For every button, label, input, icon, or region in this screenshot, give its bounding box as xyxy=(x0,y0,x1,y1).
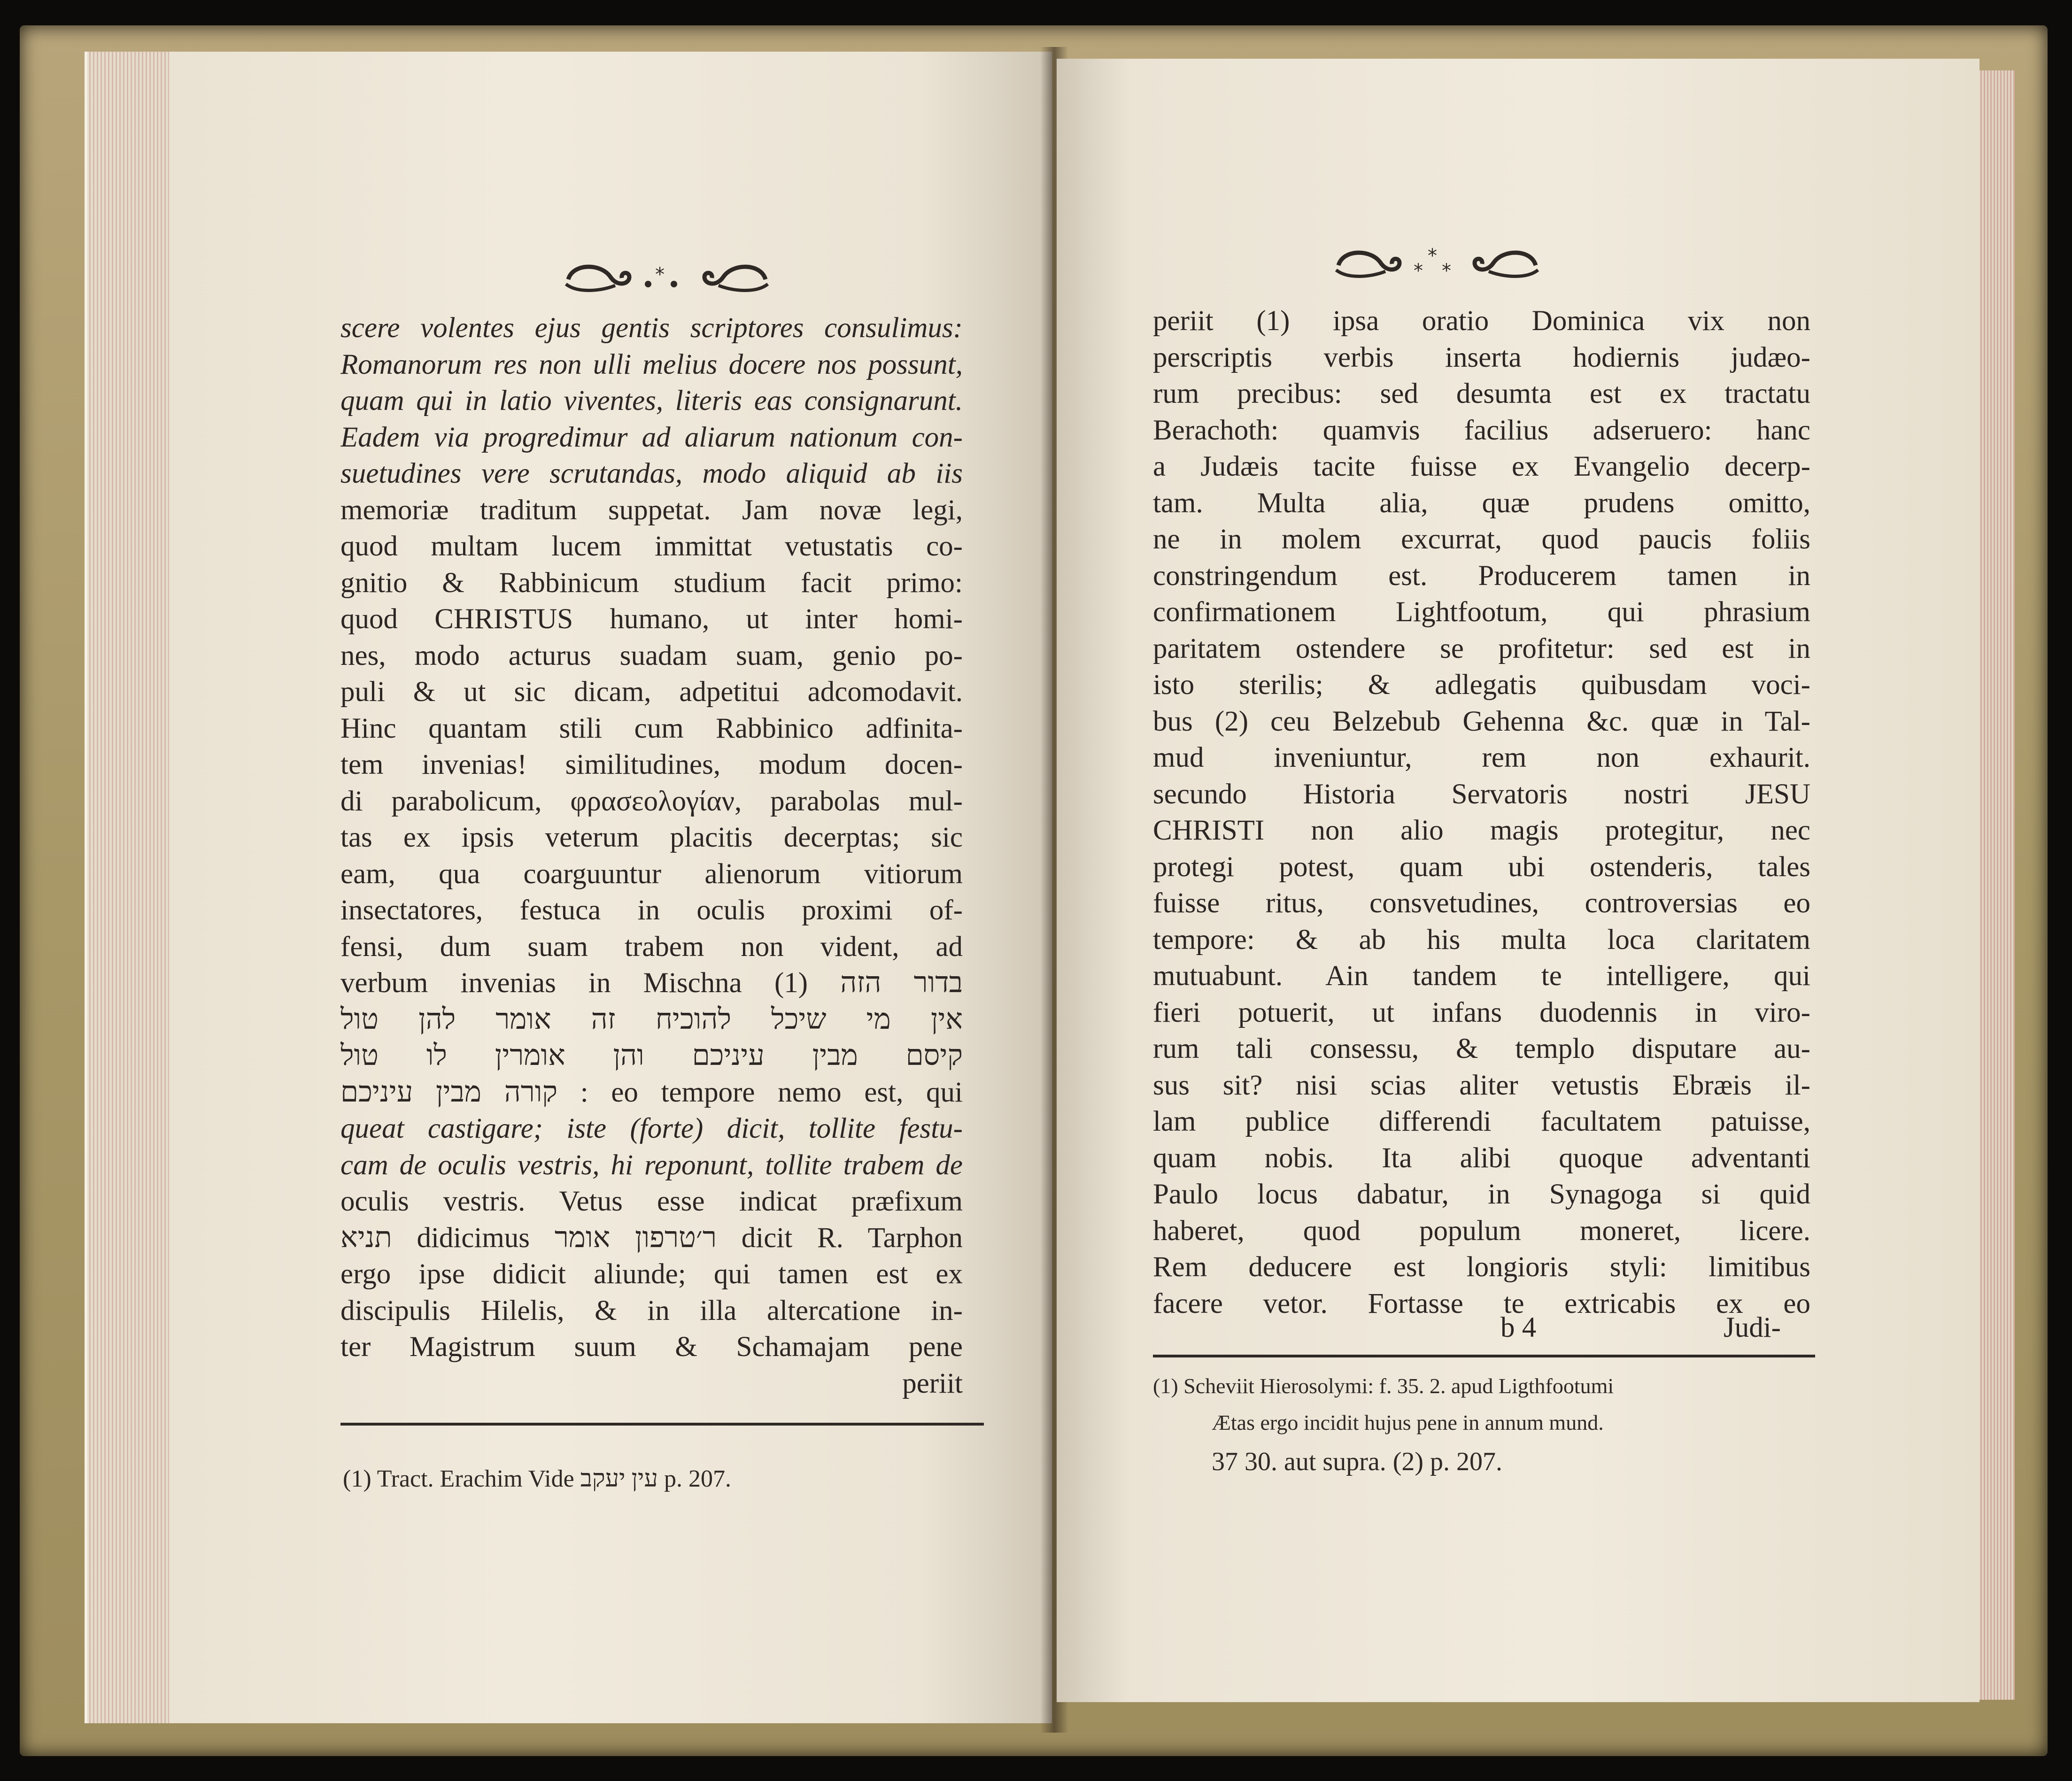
text-line: isto sterilis; & adlegatis quibusdam voci- xyxy=(1153,669,1810,701)
text-line: ter Magistrum suum & Schamajam pene xyxy=(340,1331,963,1363)
text-line: fieri potuerit, ut infans duodennis in viro- xyxy=(1153,996,1810,1028)
hebrew-text-line: קיסם מבין עיניכם והן אומרין לו טול xyxy=(340,1040,963,1072)
svg-text:*: * xyxy=(1442,260,1451,282)
text-line: tas ex ipsis veterum placitis decerptas; sic xyxy=(340,822,963,853)
text-line: periit (1) ipsa oratio Dominica vix non xyxy=(1153,305,1810,337)
text-line: quod CHRISTUS humano, ut inter homi- xyxy=(340,603,963,635)
text-line: verbum invenias in Mischna (1) בדור הזה xyxy=(340,967,963,999)
text-line: suetudines vere scrutandas, modo aliquid ab iis xyxy=(340,458,963,489)
text-line: lam publice differendi facultatem patuisse, xyxy=(1153,1106,1810,1137)
right-page-text xyxy=(1153,303,1810,1322)
footnote-rule xyxy=(1153,1355,1815,1357)
text-line: sus sit? nisi scias aliter vetustis Ebræis il- xyxy=(1153,1069,1810,1101)
left-page xyxy=(169,52,1052,1723)
catchword-line: periit xyxy=(902,1367,963,1399)
text-line: Romanorum res non ulli melius docere nos possunt, xyxy=(340,348,963,380)
text-line: quam nobis. Ita alibi quoque adventanti xyxy=(1153,1142,1810,1174)
text-line: oculis vestris. Vetus esse indicat præfixum xyxy=(340,1186,963,1217)
text-line: nes, modo acturus suadam suam, genio po- xyxy=(340,640,963,671)
text-line: rum tali consessu, & templo disputare au- xyxy=(1153,1033,1810,1064)
footnote-line: Ætas ergo incidit hujus pene in annum mund. xyxy=(1212,1411,1604,1434)
headpiece-ornament-icon xyxy=(559,258,775,301)
text-line: eam, qua coarguuntur alienorum vitiorum xyxy=(340,858,963,890)
hebrew-text-line: אין מי שיכל להוכיח זה אומר להן טול xyxy=(340,1003,963,1035)
text-line: gnitio & Rabbinicum studium facit primo: xyxy=(340,567,963,599)
text-line: scere volentes ejus gentis scriptores consulimus: xyxy=(340,312,963,344)
svg-text:*: * xyxy=(1428,245,1437,267)
text-line: quam qui in latio viventes, literis eas consignarunt. xyxy=(340,385,963,416)
text-line: fuisse ritus, consvetudines, controversias eo xyxy=(1153,887,1810,919)
text-line: תניא didicimus ר׳טרפון אומר dicit R. Tarphon xyxy=(340,1222,963,1254)
footnote-line: (1) Scheviit Hierosolymi: f. 35. 2. apud Ligthfootumi xyxy=(1153,1374,1614,1398)
text-line: confirmationem Lightfootum, qui phrasium xyxy=(1153,596,1810,628)
footnote-rule xyxy=(340,1423,984,1426)
text-line: secundo Historia Servatoris nostri JESU xyxy=(1153,778,1810,810)
headpiece-ornament-icon xyxy=(1329,244,1545,286)
text-line: constringendum est. Producerem tamen in xyxy=(1153,560,1810,592)
text-line: Rem deducere est longioris styli: limitibus xyxy=(1153,1251,1810,1283)
text-line: fensi, dum suam trabem non vident, ad xyxy=(340,931,963,963)
catchword: Judi- xyxy=(1724,1312,1781,1343)
text-line: Hinc quantam stili cum Rabbinico adfinita- xyxy=(340,712,963,744)
text-line: insectatores, festuca in oculis proximi of- xyxy=(340,894,963,926)
text-line: ne in molem excurrat, quod paucis foliis xyxy=(1153,524,1810,555)
svg-text:*: * xyxy=(655,264,665,285)
text-line: Paulo locus dabatur, in Synagoga si quid xyxy=(1153,1179,1810,1210)
text-line: memoriæ traditum suppetat. Jam novæ legi, xyxy=(340,494,963,526)
text-line: קורה מבין עיניכם : eo tempore nemo est, qui xyxy=(340,1076,963,1108)
page-edges-left xyxy=(85,52,181,1723)
text-line: discipulis Hilelis, & in illa altercatione in- xyxy=(340,1295,963,1326)
text-line: facere vetor. Fortasse te extricabis ex eo xyxy=(1153,1288,1810,1319)
signature-mark: b 4 xyxy=(1500,1312,1537,1343)
text-line: tem invenias! similitudines, modum docen- xyxy=(340,749,963,780)
text-line: a Judæis tacite fuisse ex Evangelio decerp- xyxy=(1153,451,1810,482)
text-line: di parabolicum, φρασεολογίαν, parabolas mul- xyxy=(340,785,963,817)
left-page-text xyxy=(340,310,963,1402)
text-line: queat castigare; iste (forte) dicit, tollite festu- xyxy=(340,1113,963,1144)
text-line: perscriptis verbis inserta hodiernis judæo- xyxy=(1153,341,1810,373)
text-line: tempore: & ab his multa loca claritatem xyxy=(1153,924,1810,956)
text-line: ergo ipse didicit aliunde; qui tamen est ex xyxy=(340,1258,963,1290)
right-page xyxy=(1057,59,1979,1702)
text-line: puli & ut sic dicam, adpetitui adcomodavit. xyxy=(340,676,963,708)
text-line: haberet, quod populum moneret, licere. xyxy=(1153,1215,1810,1247)
text-line: CHRISTI non alio magis protegitur, nec xyxy=(1153,815,1810,846)
text-line: Eadem via progredimur ad aliarum nationum con- xyxy=(340,421,963,453)
text-line: protegi potest, quam ubi ostenderis, tales xyxy=(1153,851,1810,883)
text-line: paritatem ostendere se profitetur: sed est in xyxy=(1153,632,1810,664)
text-line: mud inveniuntur, rem non exhaurit. xyxy=(1153,742,1810,773)
text-line: Berachoth: quamvis facilius adseruero: hanc xyxy=(1153,414,1810,446)
footnote-line: 37 30. aut supra. (2) p. 207. xyxy=(1212,1447,1503,1476)
text-line: mutuabunt. Ain tandem te intelligere, qui xyxy=(1153,960,1810,992)
text-line: tam. Multa alia, quæ prudens omitto, xyxy=(1153,487,1810,519)
text-line: rum precibus: sed desumta est ex tractatu xyxy=(1153,378,1810,409)
text-line: quod multam lucem immittat vetustatis co- xyxy=(340,531,963,562)
footnote-1: (1) Tract. Erachim Vide עין יעקב p. 207. xyxy=(343,1465,731,1492)
text-line: bus (2) ceu Belzebub Gehenna &c. quæ in Tal- xyxy=(1153,705,1810,737)
text-line: cam de oculis vestris, hi reponunt, tollite trabem de xyxy=(340,1149,963,1181)
svg-text:*: * xyxy=(1414,260,1423,282)
